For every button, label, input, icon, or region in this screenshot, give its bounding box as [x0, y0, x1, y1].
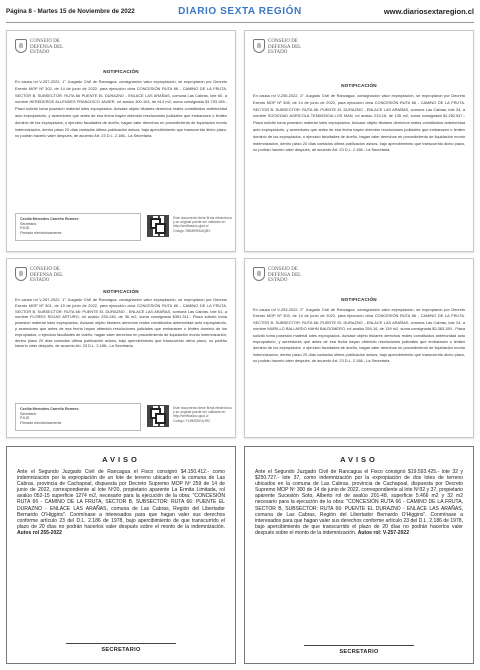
cde-logo: CONSEJO DE DEFENSA DEL ESTADO	[15, 267, 63, 284]
notice-2	[244, 30, 474, 252]
shield-icon	[253, 267, 265, 281]
notice-4	[244, 258, 474, 438]
aviso-rol: Autos rol 255-2022	[17, 529, 62, 536]
header-divider	[6, 22, 474, 23]
qr-code-icon	[147, 215, 169, 237]
cde-logo: CONSEJO DE DEFENSA DEL ESTADO	[253, 267, 301, 284]
notice-body: En causa rol V-257-2022, 1° Juzgado Civil de Rancagua, consignación valor expropiación, se expropiaron por Decreto Exento MOP Nº 302, de 14 de junio de 2022, para ejecución obra CONCESIÓN RUTA 66 - CAMINO DE LA FRUTA. SECTOR B. SUBSECTOR: RUTA 66 PUENTE EL DURAZNO - ENLACE LAS ARAÑAS, comuna Las Cabras, lote 60, a nombre HEREDEROS ALLENDES FRANCISCO JAVIER, rol avalúo 300-104, de 614 m2, suma consignada $1.793.155.- Plazo solicitó toma posesión material lotes expropiados. Avísase objeto titulares derechos reales constituidos anterioridad acto expropiatorio, y acreedores que antes de esa fecha hayan obtenido resoluciones judiciales que embaracen o limiten dominio de los expropiados, o ejercicio facultades de dueño, hagan valer derechos en procedimiento de liquidación monto indemnización, dentro plazo 20 días contados última publicación avisos, bajo apercibimiento que transcurrido dicho plazo, no podrán hacerlo valer después, de acuerdo Art. 23 D.L. 2.186.- La Secretaria.	[15, 79, 227, 139]
notice-body: En causa rol V-255-2022, 2° Juzgado Civil de Rancagua, consignación valor expropiación, se expropiaron por Decreto Exento MOP Nº 308, de 14 de junio de 2022, para ejecución obra CONCESIÓN RUTA 66 - CAMINO DE LA FRUTA. SECTOR B. SUBSECTOR: RUTA 66: PUENTE EL DURAZNO - ENLACE LAS ARAÑAS, comuna Las Cabras, lote 34, a nombre SOCIEDAD AGRÍCOLA TENDENCIA LOS MAN, rol avalúo 213-18, de 135 m2, suma consignada $1.262.547.- Plaza solicitó toma posesión material lotes expropiados. Avísase objeto titulares derechos reales constituidos anterioridad acto expropiatorio, y acreedores que antes de esa fecha hayan obtenido resoluciones judiciales que embaracen o limiten dominio de los expropiados, o ejercicio facultades de dueño, hagan valer derechos en procedimiento de liquidación monto indemnización, dentro plazo 20 días contados última publicación avisos, bajo apercibimiento que transcurrido dicho plazo, no podrán hacerlo valer después, de acuerdo Art. 23 D.L. 2.186.- La Secretaria.	[253, 93, 465, 153]
newspaper-name: DIARIO SEXTA REGIÓN	[178, 5, 302, 17]
notice-1	[6, 30, 236, 252]
qr-code-icon	[147, 405, 169, 427]
notice-3	[6, 258, 236, 438]
notice-body: En causa rol V-253-2022, 2° Juzgado Civil de Rancagua, consignación valor expropiación, se expropiaron por Decreto Exento MOP Nº 303, de 14 de junio de 2022, para ejecución obra CONCESIÓN RUTA 66 - CAMINO DE LA FRUTA. SECTOR B. SUBSECTOR: RUTA 66: PUENTE EL DURAZNO - ENLACE LAS ARAÑAS, comuna Las Cabras, lote 24, a nombre MURILLO BALLARDO HAHN BALDOMERO, rol avalúo 259-16, de 139 m2, suma consignada $3.383.159.- Plaza solicitó toma posesión material lotes expropiados. Avísase objeto titulares derechos reales constituidos anterioridad acto expropiatorio, y acreedores que antes de esa fecha hayan obtenido resoluciones judiciales que embaracen o limiten dominio de los expropiados, o ejercicio facultades de dueño, hagan valer derechos en procedimiento de liquidación monto indemnización, dentro plazo 20 días contados última publicación avisos, bajo apercibimiento que transcurrido dicho plazo, no podrán hacerlo valer después, de acuerdo Art. 23 D.L. 2.186.- La Secretaria.	[253, 307, 465, 364]
shield-icon	[15, 39, 27, 53]
aviso-rol: Autos rol: V-257-2022	[357, 529, 410, 536]
page-info: Página 8 - Martes 15 de Noviembre de 2022	[6, 7, 135, 15]
shield-icon	[253, 39, 265, 53]
notice-title: NOTIFICACIÓN	[103, 69, 139, 74]
notice-body: En causa rol V-267-2022, 1° Juzgado Civil de Rancagua, consignación valor expropiación, se expropiaron por Decreto Exento MOP Nº 301, de 15 de junio de 2022, para ejecución obra CONCESIÓN RUTA 66 - CAMINO DE LA FRUTA. SECTOR B. SUBSECTOR: RUTA 66: PUENTE EL DURAZNO - ENLACE LAS ARAÑAS, comuna Las Cabras, lote 61, a nombre FLORES ROJAS ARTURO, rol avalúo 235-145, de 36 m2, suma consignada $391.311.- Plaza solicitó toma posesión material lotes expropiados. Avísase objeto titulares derechos reales constituidos anterioridad acto expropiatorio, y acreedores que antes de esa fecha hayan obtenido resoluciones judiciales que embaracen o limiten dominio de los expropiados, o ejercicio facultades de dueño, hagan valer derechos en procedimiento de liquidación monto indemnización, dentro plazo 20 días contados última publicación avisos, bajo apercibimiento que transcurrido dicho plazo, no podrán hacerlo valer después, de acuerdo Art. 23 D.L. 2.186.- La Secretaria.	[15, 297, 227, 349]
signature-line	[66, 643, 176, 644]
notice-title: NOTIFICACIÓN	[341, 83, 377, 88]
page-header	[0, 0, 480, 22]
notice-title: NOTIFICACIÓN	[103, 289, 139, 294]
aviso-secretario: SECRETARIO	[339, 649, 379, 655]
aviso-body: Ante el Segundo Juzgado Civil de Rancagua el Fisco consignó $19.593.425.- lote 32 y $250.727.- lote 37, como indemnización por la expropiación de dos lotes de terreno ubicados en la comuna de Las Cabras, provincia de Cachapoal, dispuesta por Decreto Supremo MOP Nº 300 de 14 de junio de 2022, correspondiente al lote Nº32 y 37, propietario aparente Sucesión Soto, Alberto rol de avalúo 201-48, superficie 5.466 m2 y 32 m2 necesario para la ejecución de la obra: "CONCESIÓN RUTA 66 - CAMINO DE LA FRUTA, SECTOR B, SUBSECTOR: RUTA 66: PUENTE EL DURAZNO - ENLACE LAS ARAÑAS, comuna de Las Cabras, Región del Libertador Bernardo O'Higgins". Conmínase a interesados para que hagan valer sus derechos conforme artículo 23 del D.L. 2.186 de 1978, bajo apercibimiento de que transcurrido el plazo de 20 días no podrán hacerlos valer después sobre el monto de la indemnización. Autos rol: V-257-2022	[255, 469, 463, 536]
signature-line	[304, 645, 414, 646]
shield-icon	[15, 267, 27, 281]
notice-title: NOTIFICACIÓN	[341, 297, 377, 302]
cde-logo: CONSEJO DE DEFENSA DEL ESTADO	[253, 39, 301, 56]
verification-text: Este documento tiene firma electrónica y su original puede ser validado en http://verificadoc.pjud.cl Código: RBMIRBKAQBV	[173, 216, 232, 233]
signature-box: Cecilia Mercedes Carreño Romero Secretario PJUD Firmado electrónicamente	[15, 213, 141, 241]
aviso-title: AVISO	[340, 455, 378, 464]
newspaper-website[interactable]: www.diariosextaregion.cl	[383, 6, 474, 16]
aviso-2	[244, 446, 474, 664]
aviso-secretario: SECRETARIO	[101, 647, 141, 653]
aviso-title: AVISO	[102, 455, 140, 464]
signature-box: Cecilia Mercedes Carreño Romero Secretario PJUD Firmado electrónicamente	[15, 403, 141, 431]
verification-text: Este documento tiene firma electrónica y su original puede ser validado en http://verificadoc.pjud.cl Código: FLBMSDKAJRC	[173, 406, 232, 423]
cde-logo: CONSEJO DE DEFENSA DEL ESTADO	[15, 39, 63, 56]
aviso-1	[6, 446, 236, 664]
aviso-body: Ante el Segundo Juzgado Civil de Rancagua el Fisco consignó $4.150.412.- como indemnización por la expropiación de un lote de terreno ubicado en la comuna de Las Cabras, provincia de Cachapoal, dispuesta por Decreto Supremo MOP Nº 259 de 14 de junio de 2022, correspondiente al lote Nº20, propietario aparente La Ermita Limitada, rol avalúo 052-15 superficie 1274 m2, necesario para la ejecución de la obra: "CONCESIÓN RUTA 66 - CAMINO DE LA FRUTA, SECTOR B, SUBSECTOR: RUTA 66: PUENTE EL DURAZNO - ENLACE LAS ARAÑAS, comuna de Las Cabras, Región del Libertador Bernardo O'Higgins". Conmínase a interesados para que hagan valer sus derechos conforme artículo 23 del D.L. 2.186 de 1978, bajo apercibimiento de que transcurrido el plazo de 20 días no podrán hacerlos valer después sobre el monto de la indemnización. Autos rol 255-2022	[17, 469, 225, 536]
